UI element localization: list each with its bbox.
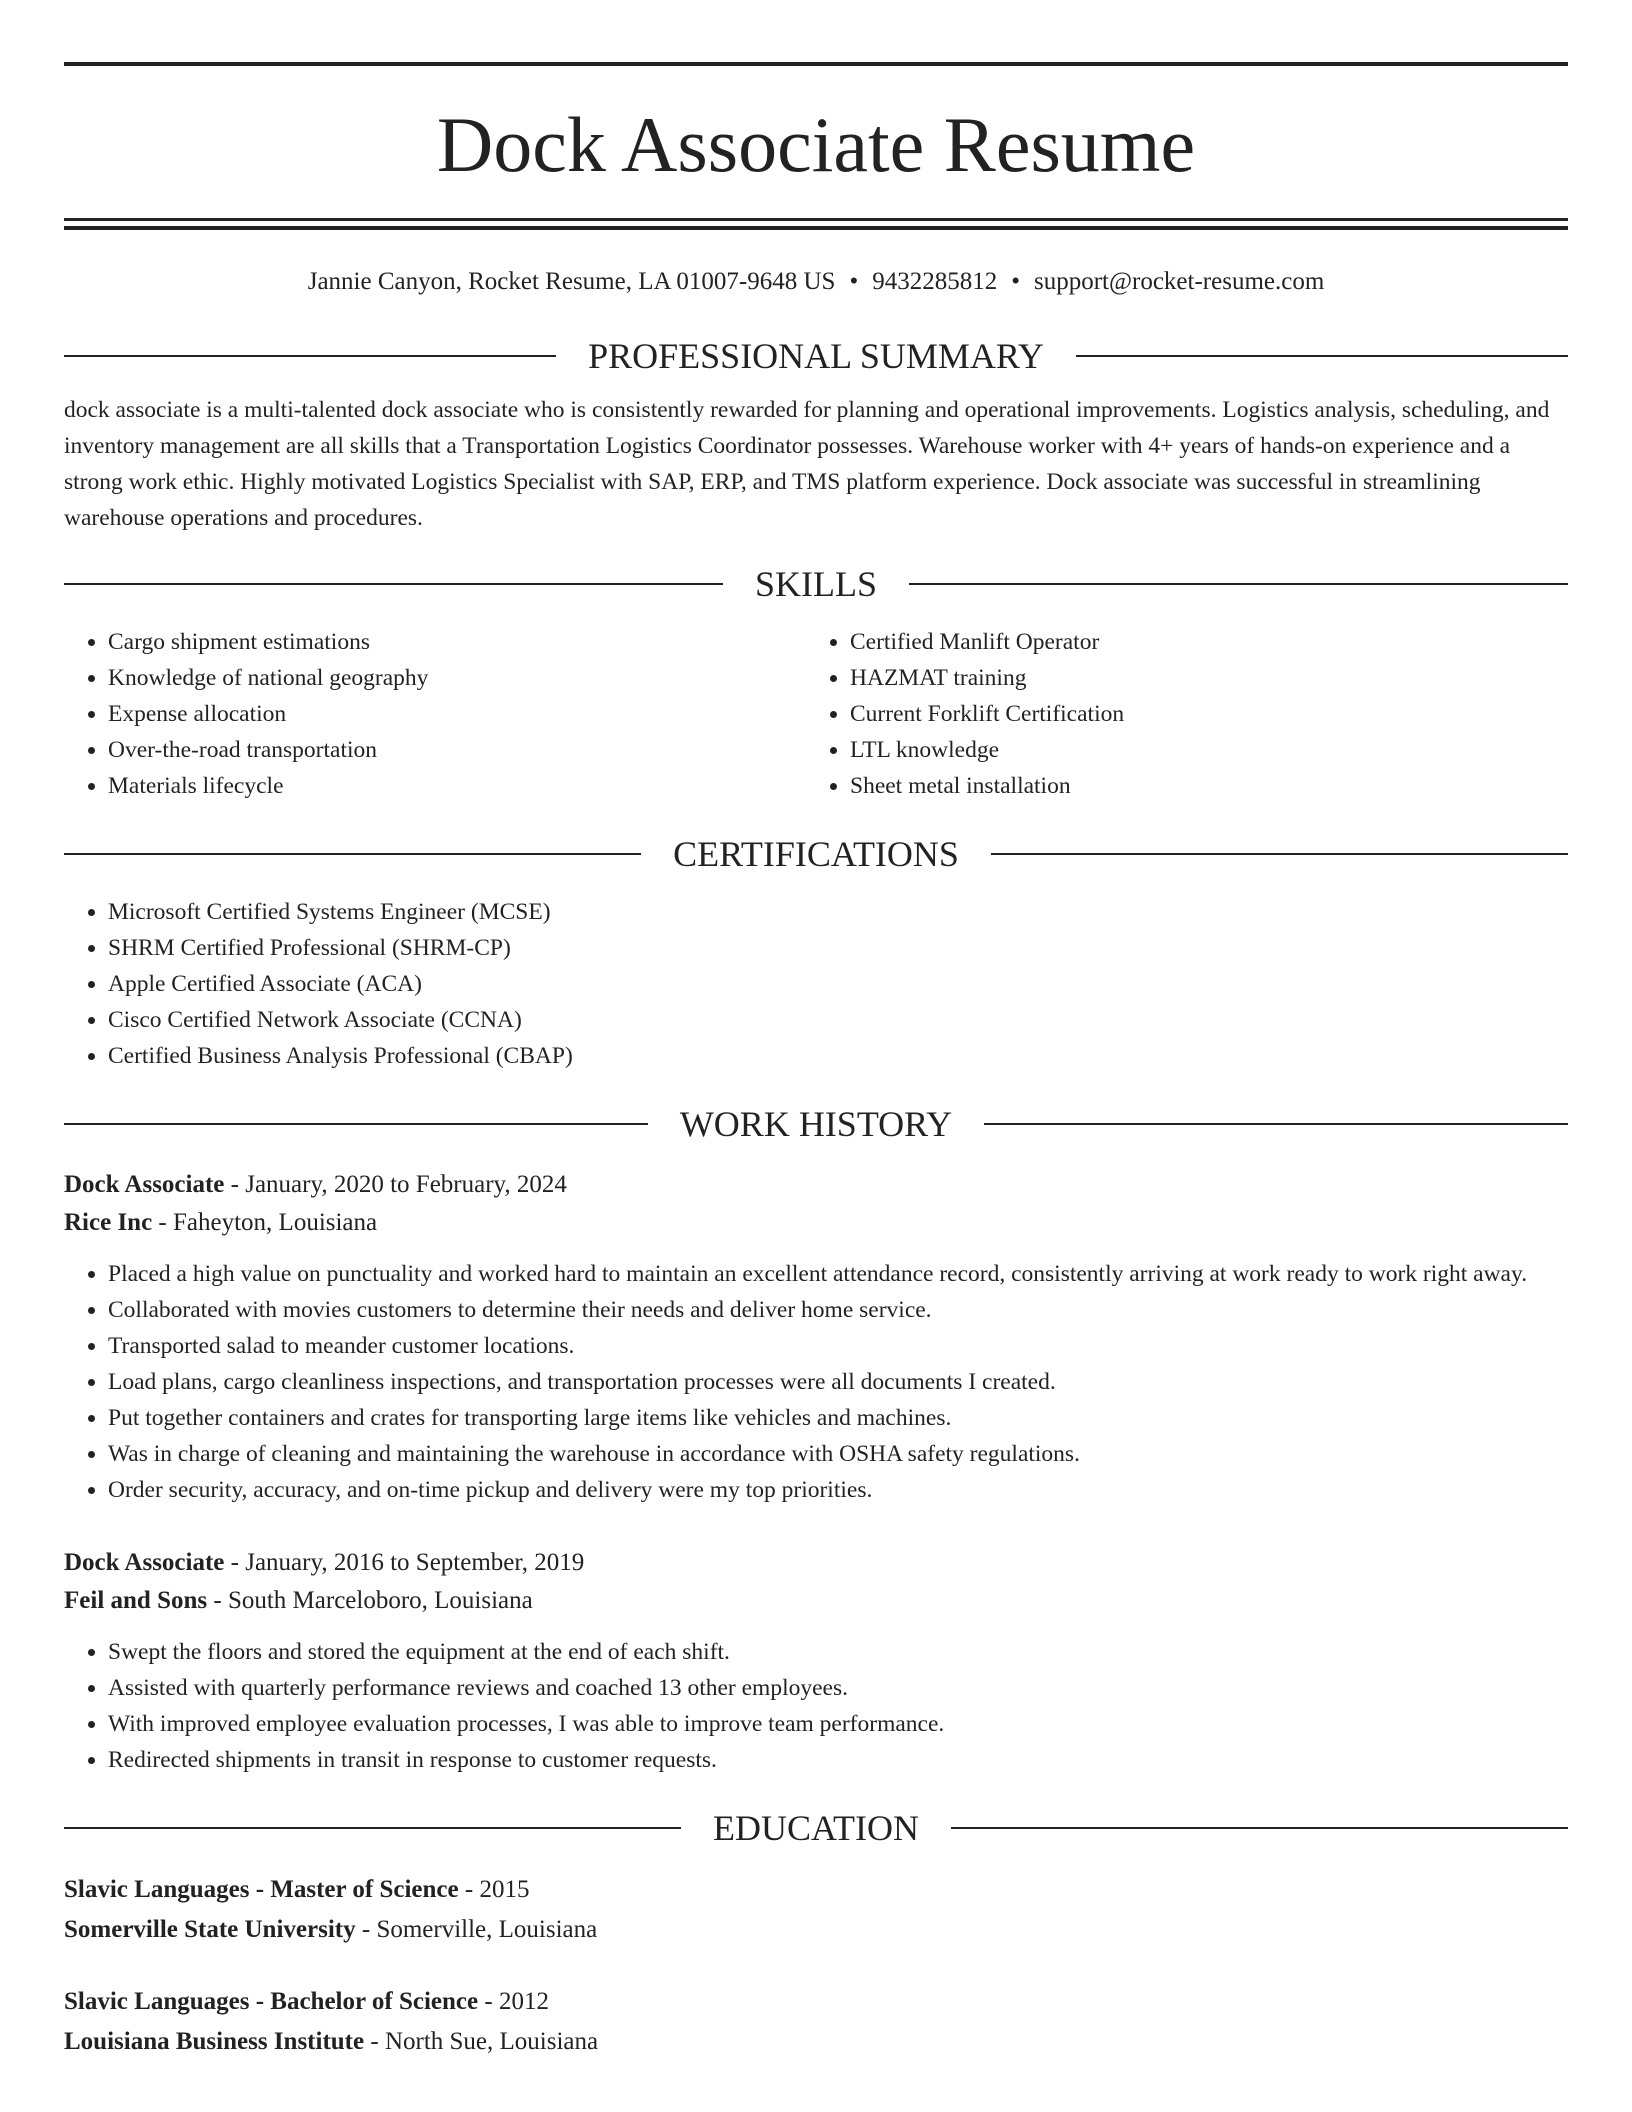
heading-rule <box>64 355 556 357</box>
skills-list-left <box>64 624 806 804</box>
summary-text: dock associate is a multi-talented dock associate who is consistently rewarded for planning and operational improvements. Logistics analysis, scheduling, and inventory management are all skills that a Transportation Logistics Coordinator possesses. Warehouse worker with 4+ years of hands-on experience and a strong work ethic. Highly motivated Logistics Specialist with SAP, ERP, and TMS platform experience. Dock associate was successful in streamlining warehouse operations and procedures. <box>64 397 1550 531</box>
heading-rule <box>64 1123 648 1125</box>
education-degree: Slavic Languages - Bachelor of Science <box>64 1988 479 2015</box>
education-entry <box>64 1982 1568 2062</box>
skills-column-right <box>806 624 1548 804</box>
list-item: • Cargo shipment estimations <box>108 624 806 660</box>
list-item: • With improved employee evaluation processes, I was able to improve team performance. <box>108 1706 1568 1742</box>
job-company-line <box>64 1582 1568 1620</box>
list-item: • Expense allocation <box>108 696 806 732</box>
dash: - <box>361 1916 371 1943</box>
heading-rule <box>64 1827 681 1829</box>
list-item: • Swept the floors and stored the equipment at the end of each shift. <box>108 1634 1568 1670</box>
section-title: CERTIFICATIONS <box>673 834 959 874</box>
job-dates: January, 2016 to September, 2019 <box>245 1549 585 1576</box>
contact-phone: 9432285812 <box>872 268 998 295</box>
job-dates: January, 2020 to February, 2024 <box>245 1171 567 1198</box>
dash: - <box>370 2028 379 2055</box>
section-heading-work <box>64 1102 1568 1146</box>
heading-rule <box>1076 355 1568 357</box>
education-school: Somerville State University <box>64 1916 356 1943</box>
job-title-line <box>64 1544 1568 1582</box>
list-item: • Put together containers and crates for transporting large items like vehicles and machines. <box>108 1400 1568 1436</box>
contact-separator: • <box>849 268 859 295</box>
education-school: Louisiana Business Institute <box>64 2028 365 2055</box>
list-item: • Knowledge of national geography <box>108 660 806 696</box>
education-year: 2015 <box>479 1876 530 1903</box>
resume-page <box>64 62 1568 2062</box>
job-company-line <box>64 1204 1568 1242</box>
education-location: Somerville, Louisiana <box>376 1916 598 1943</box>
section-heading-skills <box>64 562 1568 606</box>
list-item: • LTL knowledge <box>850 732 1548 768</box>
contact-separator: • <box>1011 268 1020 295</box>
section-heading-certifications <box>64 832 1568 876</box>
list-item: • Transported salad to meander customer locations. <box>108 1328 1568 1364</box>
dash: - <box>464 1876 474 1903</box>
education-degree: Slavic Languages - Master of Science <box>64 1876 459 1903</box>
contact-email: support@rocket-resume.com <box>1033 268 1325 295</box>
job-location: South Marceloboro, Louisiana <box>227 1587 533 1614</box>
section-heading-summary <box>64 334 1568 378</box>
job-title-line <box>64 1166 1568 1204</box>
contact-line <box>64 264 1568 300</box>
job-role: Dock Associate <box>64 1549 225 1576</box>
list-item: • Assisted with quarterly performance reviews and coached 13 other employees. <box>108 1670 1568 1706</box>
list-item: • Microsoft Certified Systems Engineer (MCSE) <box>108 894 1568 930</box>
education-degree-line <box>64 1870 1568 1910</box>
job-location: Faheyton, Louisiana <box>173 1209 378 1236</box>
education-location: North Sue, Louisiana <box>384 2028 599 2055</box>
skills-column-left <box>64 624 806 804</box>
list-item: • Collaborated with movies customers to determine their needs and deliver home service. <box>108 1292 1568 1328</box>
list-item: • Cisco Certified Network Associate (CCNA) <box>108 1002 1568 1038</box>
contact-address: Jannie Canyon, Rocket Resume, LA 01007-9648 US <box>307 268 836 295</box>
heading-rule <box>909 583 1568 585</box>
list-item: • SHRM Certified Professional (SHRM-CP) <box>108 930 1568 966</box>
list-item: • Materials lifecycle <box>108 768 806 804</box>
resume-title: Dock Associate Resume <box>436 101 1196 188</box>
heading-rule <box>64 583 723 585</box>
job-bullets <box>64 1256 1568 1508</box>
top-rule <box>64 62 1568 66</box>
list-item: • Current Forklift Certification <box>850 696 1548 732</box>
dash: - <box>230 1171 239 1198</box>
job-entry <box>64 1544 1568 1778</box>
dash: - <box>484 1988 493 2015</box>
list-item: • Apple Certified Associate (ACA) <box>108 966 1568 1002</box>
list-item: • Load plans, cargo cleanliness inspections, and transportation processes were all documents I created. <box>108 1364 1568 1400</box>
heading-rule <box>64 853 641 855</box>
heading-rule <box>991 853 1568 855</box>
dash: - <box>158 1209 167 1236</box>
certifications-list-container <box>64 894 1568 1074</box>
education-entry <box>64 1870 1568 1950</box>
job-company: Rice Inc <box>64 1209 153 1236</box>
heading-rule <box>984 1123 1568 1125</box>
section-title: PROFESSIONAL SUMMARY <box>588 336 1044 376</box>
section-heading-education <box>64 1806 1568 1850</box>
skills-list-right <box>806 624 1548 804</box>
list-item: • Over-the-road transportation <box>108 732 806 768</box>
list-item: • Placed a high value on punctuality and worked hard to maintain an excellent attendance record, consistently arriving at work ready to work right away. <box>108 1256 1568 1292</box>
section-title: SKILLS <box>755 564 878 604</box>
job-bullets <box>64 1634 1568 1778</box>
job-company: Feil and Sons <box>64 1587 208 1614</box>
section-title: WORK HISTORY <box>679 1104 953 1144</box>
title-double-rule <box>64 218 1568 230</box>
education-degree-line <box>64 1982 1568 2022</box>
job-role: Dock Associate <box>64 1171 225 1198</box>
education-year: 2012 <box>498 1988 549 2015</box>
list-item: • Redirected shipments in transit in response to customer requests. <box>108 1742 1568 1778</box>
certifications-list <box>64 894 1568 1074</box>
dash: - <box>213 1587 222 1614</box>
education-school-line <box>64 2022 1568 2062</box>
list-item: • Certified Business Analysis Professional (CBAP) <box>108 1038 1568 1074</box>
list-item: • Sheet metal installation <box>850 768 1548 804</box>
section-title: EDUCATION <box>713 1808 919 1848</box>
education-school-line <box>64 1910 1568 1950</box>
list-item: • Order security, accuracy, and on-time pickup and delivery were my top priorities. <box>108 1472 1568 1508</box>
job-entry <box>64 1166 1568 1508</box>
skills-grid <box>64 624 1568 804</box>
list-item: • Was in charge of cleaning and maintaining the warehouse in accordance with OSHA safety regulations. <box>108 1436 1568 1472</box>
dash: - <box>230 1549 239 1576</box>
list-item: • Certified Manlift Operator <box>850 624 1548 660</box>
heading-rule <box>951 1827 1568 1829</box>
list-item: • HAZMAT training <box>850 660 1548 696</box>
